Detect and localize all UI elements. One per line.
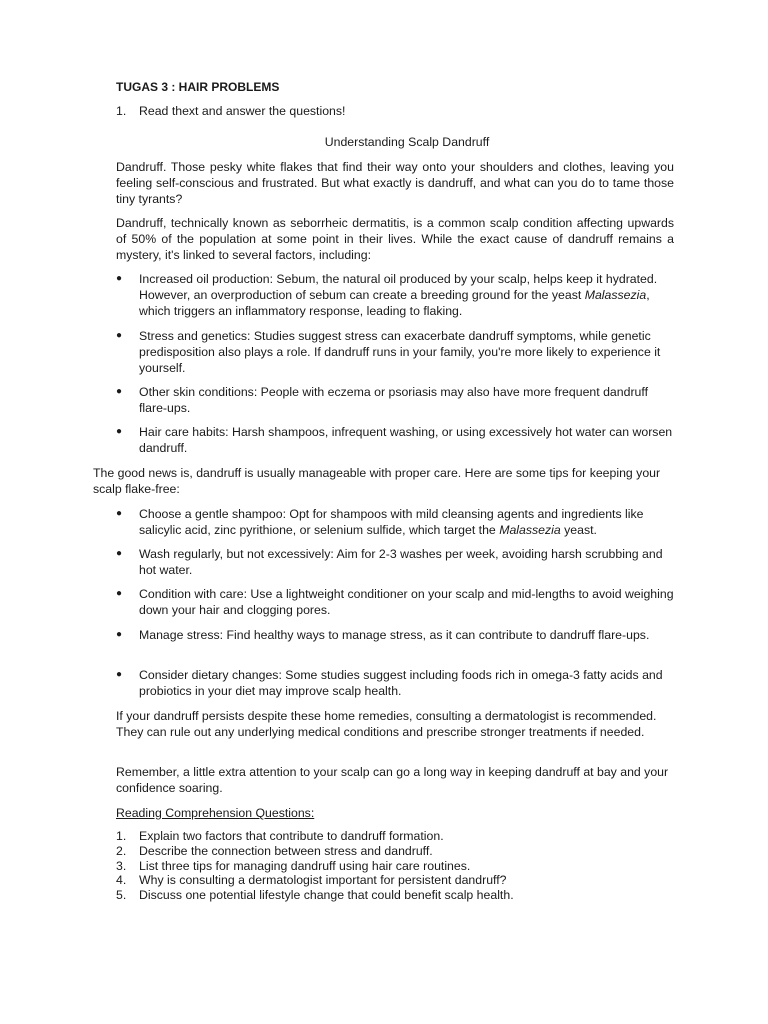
question-item xyxy=(116,859,676,874)
bullet-icon: ● xyxy=(116,330,123,341)
persist-paragraph: If your dandruff persists despite these home remedies, consulting a dermatologist is recommended. They can rule out any underlying medical conditions and prescribe stronger treatments if needed. xyxy=(116,709,657,739)
question-item xyxy=(116,873,676,888)
factor-item xyxy=(116,384,676,416)
tip-text: Wash regularly, but not excessively: Aim for 2-3 washes per week, avoiding harsh scrubbing and hot water. xyxy=(139,547,663,577)
instruction-text: Read thext and answer the questions! xyxy=(139,104,346,118)
bullet-icon: ● xyxy=(116,386,123,397)
instruction-item xyxy=(116,103,345,119)
article-heading: Understanding Scalp Dandruff xyxy=(324,135,490,149)
bullet-icon: ● xyxy=(116,669,123,680)
question-item xyxy=(116,888,676,903)
factor-item xyxy=(116,328,676,376)
tip-emphasis: Malassezia xyxy=(499,523,561,537)
question-number: 4. xyxy=(116,873,127,888)
question-number: 5. xyxy=(116,888,127,903)
factor-text-end: , which triggers an inflammatory response, leading to flaking. xyxy=(139,288,650,318)
tip-item xyxy=(116,506,676,538)
tip-text: Choose a gentle shampoo: Opt for shampoos with mild cleansing agents and ingredients like salicylic acid, zinc pyrithione, or selenium sulfide, which target the xyxy=(139,507,644,537)
tip-text: Manage stress: Find healthy ways to manage stress, as it can contribute to dandruff flare-ups. xyxy=(139,628,650,642)
bullet-icon: ● xyxy=(116,548,123,559)
question-text: Describe the connection between stress and dandruff. xyxy=(139,843,433,858)
factor-item xyxy=(116,271,676,319)
question-item xyxy=(116,829,676,844)
questions-heading: Reading Comprehension Questions: xyxy=(116,806,315,820)
bullet-icon: ● xyxy=(116,629,123,640)
question-text: Explain two factors that contribute to dandruff formation. xyxy=(139,829,444,843)
tip-item xyxy=(116,546,676,578)
factor-text: Stress and genetics: Studies suggest stress can exacerbate dandruff symptoms, while genetic predisposition also plays a role. If dandruff runs in your family, you're more likely to experience it yourself. xyxy=(139,329,661,375)
factor-text: Increased oil production: Sebum, the natural oil produced by your scalp, helps keep it hydrated. However, an overproduction of sebum can create a breeding ground for the yeast xyxy=(139,272,658,302)
tip-text: Consider dietary changes: Some studies suggest including foods rich in omega-3 fatty acids and probiotics in your diet may improve scalp health. xyxy=(139,668,663,698)
factor-text: Hair care habits: Harsh shampoos, infrequent washing, or using excessively hot water can worsen dandruff. xyxy=(139,425,673,455)
question-number: 2. xyxy=(116,843,127,858)
question-item xyxy=(116,844,676,859)
intro-paragraph-1: Dandruff. Those pesky white flakes that find their way onto your shoulders and clothes, leaving you feeling self-conscious and frustrated. But what exactly is dandruff, and what can you do to tame those tiny tyrants? xyxy=(116,160,674,206)
question-text: List three tips for managing dandruff using hair care routines. xyxy=(139,858,471,873)
questions-list xyxy=(116,829,676,903)
intro-paragraph-2: Dandruff, technically known as seborrheic dermatitis, is a common scalp condition affecting upwards of 50% of the population at some point in their lives. While the exact cause of dandruff remains a mystery, it's linked to several factors, including: xyxy=(116,216,674,262)
good-news-paragraph: The good news is, dandruff is usually manageable with proper care. Here are some tips for keeping your scalp flake-free: xyxy=(93,466,661,496)
bullet-icon: ● xyxy=(116,508,123,519)
factor-emphasis: Malassezia xyxy=(584,288,647,302)
bullet-icon: ● xyxy=(116,588,123,599)
question-text: Discuss one potential lifestyle change that could benefit scalp health. xyxy=(139,888,514,903)
bullet-icon: ● xyxy=(116,273,123,284)
tip-item xyxy=(116,667,676,699)
tip-item xyxy=(116,627,676,643)
tip-text-end: yeast. xyxy=(560,523,597,537)
bullet-icon: ● xyxy=(116,426,123,437)
question-number: 3. xyxy=(116,858,127,873)
tip-text: Condition with care: Use a lightweight conditioner on your scalp and mid-lengths to avoid weighing down your hair and clogging pores. xyxy=(139,587,674,617)
question-number: 1. xyxy=(116,829,127,843)
instruction-number: 1. xyxy=(116,104,127,118)
factor-item xyxy=(116,424,676,456)
tip-item xyxy=(116,586,676,618)
question-text: Why is consulting a dermatologist important for persistent dandruff? xyxy=(139,873,507,888)
factor-text: Other skin conditions: People with eczema or psoriasis may also have more frequent dandruff flare-ups. xyxy=(139,385,648,415)
document-title: TUGAS 3 : HAIR PROBLEMS xyxy=(116,80,280,94)
remember-paragraph: Remember, a little extra attention to your scalp can go a long way in keeping dandruff at bay and your confidence soaring. xyxy=(116,765,669,795)
